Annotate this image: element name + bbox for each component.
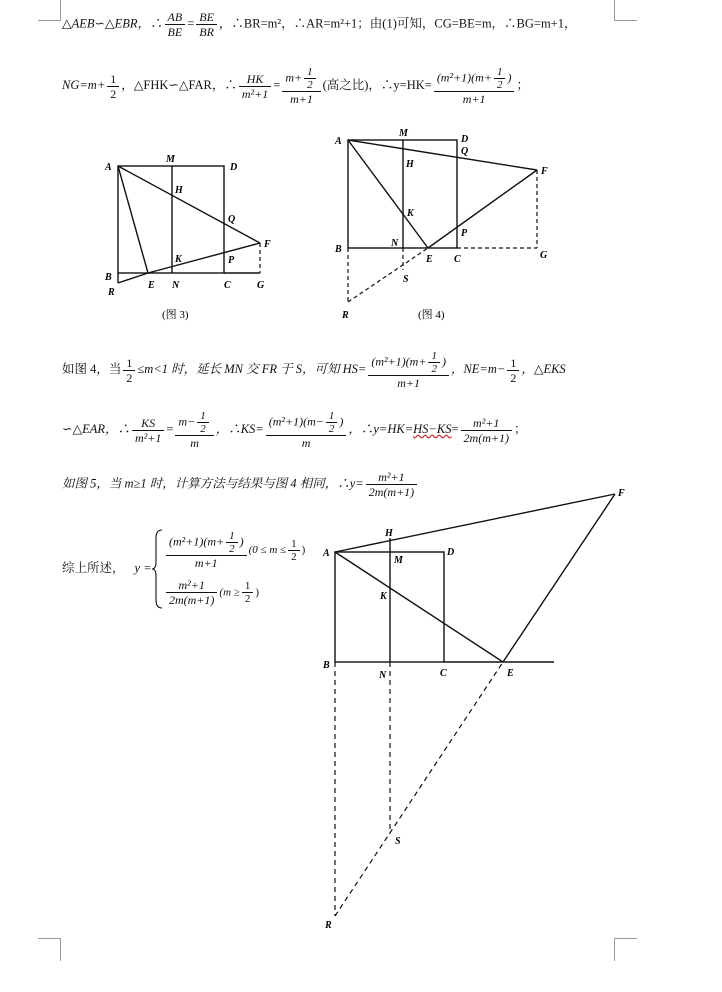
spellcheck-underlined-text: HS−KS: [413, 421, 452, 436]
label-m: M: [399, 128, 408, 139]
segment-af: [348, 140, 537, 170]
fraction-y-result: $\frac{\text{m²+1}}{2m(m+1)}$: [461, 416, 512, 445]
label-n: N: [379, 670, 387, 681]
label-n: N: [172, 280, 180, 291]
label-f: F: [541, 166, 548, 177]
segment-ae: [335, 552, 503, 662]
label-d: D: [447, 547, 455, 558]
piecewise-brace: [150, 528, 164, 610]
segment-af: [118, 166, 260, 243]
summary-label: 综上所述， y =: [62, 561, 152, 575]
fraction-hk: $\frac{HK}{\text{m²+1}}$: [239, 72, 271, 101]
label-r: R: [325, 920, 332, 931]
label-e: E: [426, 254, 433, 265]
label-k: K: [380, 591, 387, 602]
label-q: Q: [228, 214, 236, 225]
equation-line-2: NG=m+ $\frac{1}{2}$ ，△FHK∽△FAR，∴ $\frac{HK}{\text{m²+1}}$ = m+ $\frac{1}{2}$ m+1 (高之比)，∴y=HK= (m²+1)(m+ $\frac{1}{2}$ ) m+1 ；: [62, 66, 529, 106]
fraction-half-2: $\frac{1}{2}$: [507, 356, 519, 385]
piecewise-case-2: $\frac{\text{m²+1}}{2m(m+1)}$ (m ≥ $\frac{1}{2}$ ): [164, 578, 259, 607]
label-c: C: [454, 254, 461, 265]
text-br-ar: ，∴BR=m²，∴AR=m²+1；由(1)可知，CG=BE=m，∴BG=m+1，: [218, 16, 577, 31]
fraction-half: $\frac{1}{2}$: [107, 72, 119, 101]
label-p: P: [461, 228, 468, 239]
label-d: D: [461, 134, 469, 145]
fraction-ks: $\frac{KS}{\text{m²+1}}$: [132, 416, 164, 445]
equation-line-4: ∽△EAR，∴ $\frac{KS}{\text{m²+1}}$ = m− $\frac{1}{2}$ m ，∴KS= (m²+1)(m− $\frac{1}{2}$ ) m ，∴y=HK=HS−KS= $\frac{\text{m²+1}}{2m(m+1)}$ ；: [62, 410, 527, 450]
segment-re-dashed: [335, 662, 503, 916]
label-p: P: [228, 255, 235, 266]
label-h: H: [385, 528, 393, 539]
figure-4-caption: (图 4): [418, 309, 445, 321]
segment-ef: [428, 170, 537, 248]
label-r: R: [342, 310, 349, 321]
label-h: H: [406, 159, 414, 170]
label-e: E: [148, 280, 155, 291]
label-n: N: [391, 238, 399, 249]
segment-ef: [148, 243, 260, 273]
label-b: B: [105, 272, 112, 283]
fraction-be-br: $\frac{BE}{BR}$: [196, 10, 217, 39]
label-g: G: [540, 250, 548, 261]
piecewise-case-1: (m²+1)(m+ $\frac{1}{2}$ ) m+1 (0 ≤ m ≤ $\frac{1}{2}$ ): [164, 530, 305, 570]
label-s: S: [403, 274, 409, 285]
text-similar-triangles: △AEB∽△EBR，∴: [62, 16, 163, 31]
label-b: B: [335, 244, 342, 255]
segment-re-dashed: [348, 248, 428, 302]
fraction-ks-result: (m²+1)(m− $\frac{1}{2}$ ) m: [266, 410, 347, 450]
label-b: B: [323, 660, 330, 671]
label-m: M: [166, 154, 175, 165]
label-a: A: [105, 162, 112, 173]
label-c: C: [224, 280, 231, 291]
label-m: M: [394, 555, 403, 566]
equation-line-1: △AEB∽△EBR，∴ $\frac{AB}{BE}$ = $\frac{BE}{BR}$ ，∴BR=m²，∴AR=m²+1；由(1)可知，CG=BE=m，∴BG=m+1，: [62, 10, 577, 39]
equation-line-3: 如图 4，当 $\frac{1}{2}$ ≤m<1 时，延长 MN 交 FR 于 S，可知 HS= (m²+1)(m+ $\frac{1}{2}$ ) m+1 ，NE=m− $\frac{1}{2}$ ，△EKS: [62, 350, 566, 390]
fraction-y-result: $\frac{\text{m²+1}}{2m(m+1)}$: [366, 470, 417, 499]
corner-mark-top-left: [38, 0, 61, 21]
label-f: F: [264, 239, 271, 250]
fraction-m-minus-half: m− $\frac{1}{2}$ m: [175, 410, 213, 450]
corner-mark-bottom-left: [38, 938, 61, 961]
label-k: K: [407, 208, 414, 219]
segment-re: [118, 273, 148, 283]
segment-ae: [118, 166, 148, 273]
label-q: Q: [461, 146, 469, 157]
label-a: A: [335, 136, 342, 147]
figure-3-caption: (图 3): [162, 309, 189, 321]
corner-mark-top-right: [614, 0, 637, 21]
equation-line-5: 如图 5，当 m≥1 时，计算方法与结果与图 4 相同，∴y= $\frac{\text{m²+1}}{2m(m+1)}$: [62, 470, 419, 499]
fraction-ab-be: $\frac{AB}{BE}$: [165, 10, 186, 39]
fraction-hs: (m²+1)(m+ $\frac{1}{2}$ ) m+1: [368, 350, 449, 390]
segment-fe: [503, 494, 615, 662]
label-g: G: [257, 280, 265, 291]
figure-3: [100, 150, 280, 330]
label-a: A: [323, 548, 330, 559]
label-e: E: [507, 668, 514, 679]
label-d: D: [230, 162, 238, 173]
label-f: F: [618, 488, 625, 499]
label-c: C: [440, 668, 447, 679]
label-h: H: [175, 185, 183, 196]
corner-mark-bottom-right: [614, 938, 637, 961]
label-s: S: [395, 836, 401, 847]
figure-4: [330, 122, 560, 327]
figure-5: [318, 486, 638, 936]
fraction-y-result: (m²+1)(m+ $\frac{1}{2}$ ) m+1: [434, 66, 515, 106]
segment-af: [335, 494, 615, 552]
segment-ae: [348, 140, 428, 248]
fraction-half: $\frac{1}{2}$: [123, 356, 135, 385]
fraction-m-plus-half: m+ $\frac{1}{2}$ m+1: [282, 66, 320, 106]
label-r: R: [108, 287, 115, 298]
label-k: K: [175, 254, 182, 265]
